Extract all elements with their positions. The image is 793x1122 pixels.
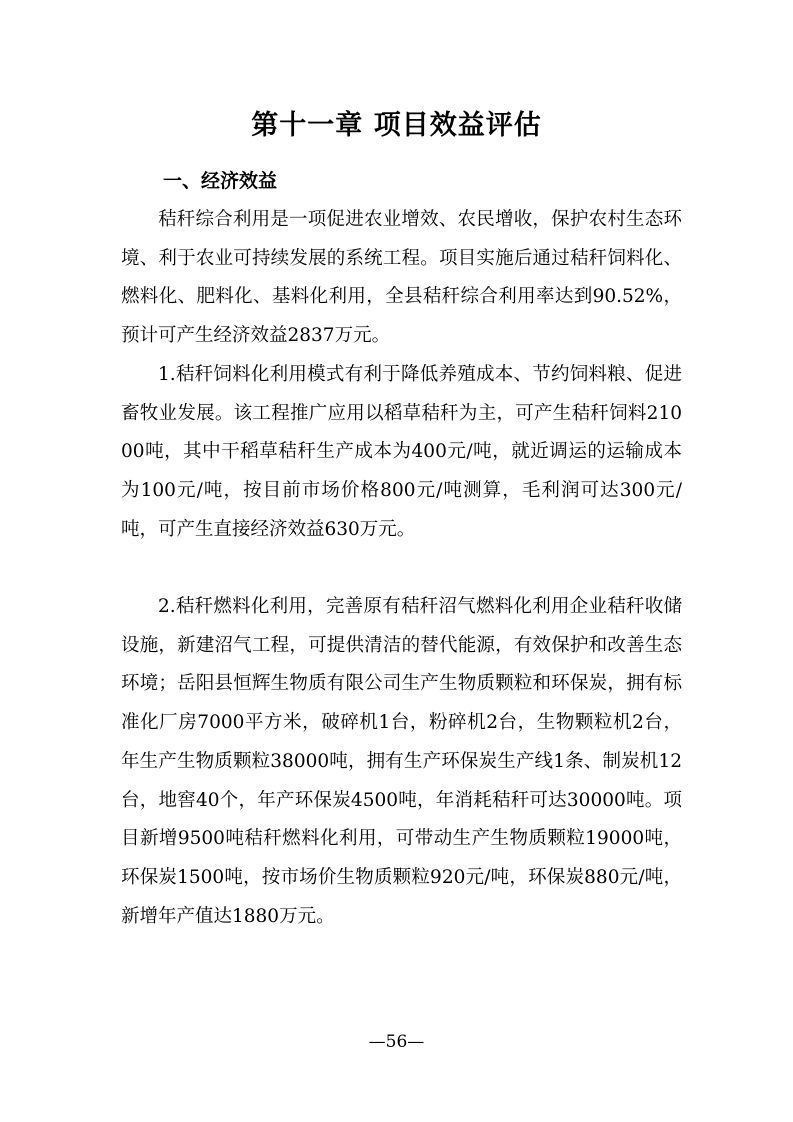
section-heading: 一、经济效益 bbox=[163, 170, 278, 192]
page-number: —56— bbox=[368, 1032, 425, 1052]
chapter-title: 第十一章 项目效益评估 bbox=[251, 110, 542, 141]
paragraph-feed-utilization: 1.秸秆饲料化利用模式有利于降低养殖成本、节约饲料粮、促进畜牧业发展。该工程推广应用以稻草秸秆为主，可产生秸秆饲料21000吨，其中干稻草秸秆生产成本为400元/吨，就近调运的运输成本为100元/吨，按目前市场价格800元/吨测算，毛利润可达300元/吨，可产生直接经济效益630万元。 bbox=[121, 364, 682, 540]
paragraph-overview: 秸秆综合利用是一项促进农业增效、农民增收，保护农村生态环境、利于农业可持续发展的系统工程。项目实施后通过秸秆饲料化、燃料化、肥料化、基料化利用，全县秸秆综合利用率达到90.52%，预计可产生经济效益2837万元。 bbox=[121, 209, 682, 347]
paragraph-fuel-utilization: 2.秸秆燃料化利用，完善原有秸秆沼气燃料化利用企业秸秆收储设施，新建沼气工程，可提供清洁的替代能源，有效保护和改善生态环境；岳阳县恒辉生物质有限公司生产生物质颗粒和环保炭，拥有标准化厂房7000平方米，破碎机1台，粉碎机2台，生物颗粒机2台，年生产生物质颗粒38000吨，拥有生产环保炭生产线1条、制炭机12台，地窖40个，年产环保炭4500吨，年消耗秸秆可达30000吨。项目新增9500吨秸秆燃料化利用，可带动生产生物质颗粒19000吨，环保炭1500吨，按市场价生物质颗粒920元/吨，环保炭880元/吨，新增年产值达1880万元。 bbox=[121, 596, 682, 927]
